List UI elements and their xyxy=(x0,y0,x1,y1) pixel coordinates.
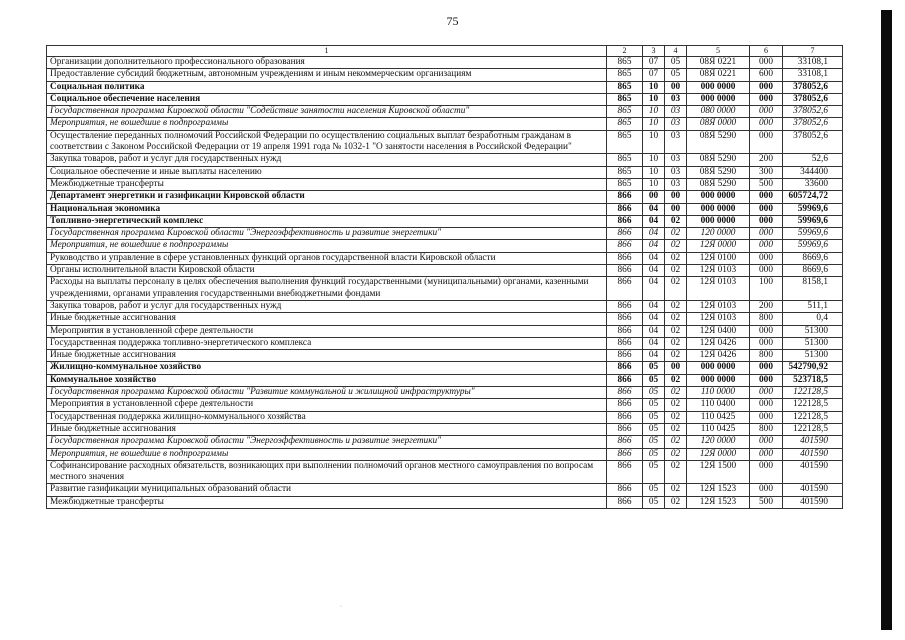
admin-code-cell: 866 xyxy=(607,423,643,435)
amount-cell: 33600 xyxy=(783,178,843,190)
subsection-cell: 03 xyxy=(665,93,687,105)
section-cell: 04 xyxy=(643,240,665,252)
target-article-cell: 110 0000 xyxy=(687,387,750,399)
admin-code-cell: 865 xyxy=(607,106,643,118)
amount-cell: 8158,1 xyxy=(783,277,843,301)
subsection-cell: 02 xyxy=(665,411,687,423)
expense-type-cell: 500 xyxy=(750,496,783,508)
item-name-cell: Мероприятия в установленной сфере деятельности xyxy=(47,399,607,411)
expense-type-cell: 000 xyxy=(750,118,783,130)
scan-edge-bar xyxy=(881,10,892,630)
table-row xyxy=(47,203,843,215)
amount-cell: 59969,6 xyxy=(783,228,843,240)
target-article-cell: 08Я 5290 xyxy=(687,130,750,154)
item-name-cell: Иные бюджетные ассигнования xyxy=(47,313,607,325)
admin-code-cell: 866 xyxy=(607,436,643,448)
expense-type-cell: 200 xyxy=(750,154,783,166)
target-article-cell: 12Я 0103 xyxy=(687,265,750,277)
admin-code-cell: 866 xyxy=(607,399,643,411)
amount-cell: 378052,6 xyxy=(783,93,843,105)
target-article-cell: 000 0000 xyxy=(687,215,750,227)
section-cell: 00 xyxy=(643,191,665,203)
admin-code-cell: 866 xyxy=(607,374,643,386)
target-article-cell: 000 0000 xyxy=(687,374,750,386)
amount-cell: 8669,6 xyxy=(783,252,843,264)
section-cell: 07 xyxy=(643,57,665,69)
expense-type-cell: 000 xyxy=(750,215,783,227)
section-cell: 05 xyxy=(643,436,665,448)
subsection-cell: 02 xyxy=(665,496,687,508)
item-name-cell: Социальное обеспечение населения xyxy=(47,93,607,105)
table-row xyxy=(47,423,843,435)
table-row xyxy=(47,411,843,423)
section-cell: 04 xyxy=(643,252,665,264)
amount-cell: 378052,6 xyxy=(783,118,843,130)
amount-cell: 122128,5 xyxy=(783,387,843,399)
target-article-cell: 12Я 0100 xyxy=(687,252,750,264)
target-article-cell: 08Я 0221 xyxy=(687,69,750,81)
item-name-cell: Социальное обеспечение и иные выплаты населению xyxy=(47,166,607,178)
admin-code-cell: 866 xyxy=(607,337,643,349)
target-article-cell: 110 0400 xyxy=(687,399,750,411)
budget-table xyxy=(46,45,843,509)
section-cell: 04 xyxy=(643,215,665,227)
subsection-cell: 02 xyxy=(665,436,687,448)
amount-cell: 401590 xyxy=(783,460,843,484)
expense-type-cell: 000 xyxy=(750,265,783,277)
expense-type-cell: 800 xyxy=(750,313,783,325)
expense-type-cell: 000 xyxy=(750,228,783,240)
admin-code-cell: 866 xyxy=(607,215,643,227)
target-article-cell: 000 0000 xyxy=(687,203,750,215)
amount-cell: 401590 xyxy=(783,484,843,496)
item-name-cell: Осуществление переданных полномочий Российской Федерации по осуществлению социальных выплат безработным гражданам в соответствии с Законом Российской Федерации от 19 апреля 1991 года № 1032-1 "О занятости населения в Российской Федерации" xyxy=(47,130,607,154)
table-row xyxy=(47,228,843,240)
section-cell: 05 xyxy=(643,362,665,374)
amount-cell: 52,6 xyxy=(783,154,843,166)
subsection-cell: 02 xyxy=(665,423,687,435)
target-article-cell: 120 0000 xyxy=(687,228,750,240)
table-row xyxy=(47,448,843,460)
target-article-cell: 080 0000 xyxy=(687,106,750,118)
amount-cell: 401590 xyxy=(783,436,843,448)
target-article-cell: 000 0000 xyxy=(687,93,750,105)
table-row xyxy=(47,300,843,312)
table-row xyxy=(47,313,843,325)
admin-code-cell: 865 xyxy=(607,166,643,178)
section-cell: 04 xyxy=(643,203,665,215)
target-article-cell: 12Я 1523 xyxy=(687,496,750,508)
target-article-cell: 12Я 0426 xyxy=(687,337,750,349)
amount-cell: 542790,92 xyxy=(783,362,843,374)
target-article-cell: 110 0425 xyxy=(687,411,750,423)
amount-cell: 51300 xyxy=(783,350,843,362)
subsection-cell: 00 xyxy=(665,191,687,203)
subsection-cell: 00 xyxy=(665,81,687,93)
amount-cell: 122128,5 xyxy=(783,423,843,435)
admin-code-cell: 865 xyxy=(607,57,643,69)
subsection-cell: 02 xyxy=(665,300,687,312)
item-name-cell: Мероприятия, не вошедшие в подпрограммы xyxy=(47,448,607,460)
table-row xyxy=(47,252,843,264)
item-name-cell: Государственная поддержка жилищно-коммунального хозяйства xyxy=(47,411,607,423)
subsection-cell: 03 xyxy=(665,166,687,178)
table-row xyxy=(47,337,843,349)
section-cell: 10 xyxy=(643,81,665,93)
table-row xyxy=(47,325,843,337)
admin-code-cell: 865 xyxy=(607,93,643,105)
section-cell: 05 xyxy=(643,374,665,386)
subsection-cell: 03 xyxy=(665,154,687,166)
target-article-cell: 08Я 5290 xyxy=(687,178,750,190)
section-cell: 04 xyxy=(643,300,665,312)
item-name-cell: Софинансирование расходных обязательств, возникающих при выполнении полномочий органов местного самоуправления по вопросам местного значения xyxy=(47,460,607,484)
expense-type-cell: 000 xyxy=(750,362,783,374)
target-article-cell: 000 0000 xyxy=(687,81,750,93)
amount-cell: 59969,6 xyxy=(783,215,843,227)
target-article-cell: 08Я 0000 xyxy=(687,118,750,130)
item-name-cell: Организации дополнительного профессионального образования xyxy=(47,57,607,69)
amount-cell: 59969,6 xyxy=(783,203,843,215)
section-cell: 04 xyxy=(643,265,665,277)
header-cell: 5 xyxy=(687,46,750,57)
item-name-cell: Государственная программа Кировской области "Энергоэффективность и развитие энергетики" xyxy=(47,436,607,448)
table-row xyxy=(47,277,843,301)
item-name-cell: Мероприятия, не вошедшие в подпрограммы xyxy=(47,240,607,252)
item-name-cell: Социальная политика xyxy=(47,81,607,93)
table-row xyxy=(47,387,843,399)
target-article-cell: 12Я 0103 xyxy=(687,300,750,312)
header-row xyxy=(47,46,843,57)
table-row xyxy=(47,191,843,203)
target-article-cell: 110 0425 xyxy=(687,423,750,435)
admin-code-cell: 866 xyxy=(607,240,643,252)
subsection-cell: 02 xyxy=(665,277,687,301)
target-article-cell: 12Я 1500 xyxy=(687,460,750,484)
admin-code-cell: 866 xyxy=(607,191,643,203)
amount-cell: 378052,6 xyxy=(783,130,843,154)
item-name-cell: Государственная программа Кировской области "Энергоэффективность и развитие энергетики" xyxy=(47,228,607,240)
item-name-cell: Межбюджетные трансферты xyxy=(47,496,607,508)
amount-cell: 378052,6 xyxy=(783,81,843,93)
expense-type-cell: 000 xyxy=(750,337,783,349)
table-row xyxy=(47,362,843,374)
admin-code-cell: 866 xyxy=(607,496,643,508)
section-cell: 04 xyxy=(643,337,665,349)
expense-type-cell: 000 xyxy=(750,374,783,386)
admin-code-cell: 866 xyxy=(607,252,643,264)
section-cell: 10 xyxy=(643,178,665,190)
table-row xyxy=(47,106,843,118)
expense-type-cell: 000 xyxy=(750,130,783,154)
expense-type-cell: 000 xyxy=(750,448,783,460)
table-row xyxy=(47,374,843,386)
admin-code-cell: 866 xyxy=(607,300,643,312)
target-article-cell: 120 0000 xyxy=(687,436,750,448)
item-name-cell: Межбюджетные трансферты xyxy=(47,178,607,190)
subsection-cell: 03 xyxy=(665,118,687,130)
subsection-cell: 02 xyxy=(665,228,687,240)
item-name-cell: Закупка товаров, работ и услуг для государственных нужд xyxy=(47,154,607,166)
admin-code-cell: 865 xyxy=(607,118,643,130)
amount-cell: 122128,5 xyxy=(783,399,843,411)
section-cell: 04 xyxy=(643,350,665,362)
amount-cell: 523718,5 xyxy=(783,374,843,386)
item-name-cell: Жилищно-коммунальное хозяйство xyxy=(47,362,607,374)
section-cell: 04 xyxy=(643,325,665,337)
item-name-cell: Государственная программа Кировской области "Развитие коммунальной и жилищной инфраструктуры" xyxy=(47,387,607,399)
header-cell: 2 xyxy=(607,46,643,57)
table-row xyxy=(47,265,843,277)
item-name-cell: Органы исполнительной власти Кировской области xyxy=(47,265,607,277)
item-name-cell: Иные бюджетные ассигнования xyxy=(47,423,607,435)
table-row xyxy=(47,93,843,105)
table-row xyxy=(47,399,843,411)
table-row xyxy=(47,484,843,496)
header-cell: 4 xyxy=(665,46,687,57)
target-article-cell: 12Я 0426 xyxy=(687,350,750,362)
table-row xyxy=(47,57,843,69)
target-article-cell: 12Я 0103 xyxy=(687,313,750,325)
amount-cell: 51300 xyxy=(783,337,843,349)
table-row xyxy=(47,166,843,178)
item-name-cell: Развитие газификации муниципальных образований области xyxy=(47,484,607,496)
item-name-cell: Топливно-энергетический комплекс xyxy=(47,215,607,227)
target-article-cell: 12Я 1523 xyxy=(687,484,750,496)
table-row xyxy=(47,350,843,362)
header-cell: 7 xyxy=(783,46,843,57)
expense-type-cell: 800 xyxy=(750,423,783,435)
item-name-cell: Закупка товаров, работ и услуг для государственных нужд xyxy=(47,300,607,312)
expense-type-cell: 000 xyxy=(750,399,783,411)
table-row xyxy=(47,460,843,484)
subsection-cell: 02 xyxy=(665,337,687,349)
expense-type-cell: 200 xyxy=(750,300,783,312)
admin-code-cell: 866 xyxy=(607,228,643,240)
admin-code-cell: 865 xyxy=(607,178,643,190)
admin-code-cell: 866 xyxy=(607,265,643,277)
table-row xyxy=(47,436,843,448)
table-row xyxy=(47,178,843,190)
expense-type-cell: 000 xyxy=(750,81,783,93)
target-article-cell: 08Я 5290 xyxy=(687,154,750,166)
table-row xyxy=(47,154,843,166)
section-cell: 04 xyxy=(643,277,665,301)
header-cell: 6 xyxy=(750,46,783,57)
section-cell: 05 xyxy=(643,387,665,399)
table-row xyxy=(47,69,843,81)
expense-type-cell: 000 xyxy=(750,106,783,118)
expense-type-cell: 000 xyxy=(750,411,783,423)
expense-type-cell: 000 xyxy=(750,387,783,399)
amount-cell: 33108,1 xyxy=(783,57,843,69)
subsection-cell: 02 xyxy=(665,460,687,484)
amount-cell: 51300 xyxy=(783,325,843,337)
section-cell: 10 xyxy=(643,130,665,154)
amount-cell: 605724,72 xyxy=(783,191,843,203)
subsection-cell: 02 xyxy=(665,484,687,496)
subsection-cell: 02 xyxy=(665,350,687,362)
table-row xyxy=(47,130,843,154)
expense-type-cell: 600 xyxy=(750,69,783,81)
expense-type-cell: 000 xyxy=(750,484,783,496)
expense-type-cell: 000 xyxy=(750,191,783,203)
amount-cell: 8669,6 xyxy=(783,265,843,277)
expense-type-cell: 000 xyxy=(750,203,783,215)
admin-code-cell: 866 xyxy=(607,325,643,337)
subsection-cell: 02 xyxy=(665,448,687,460)
subsection-cell: 02 xyxy=(665,374,687,386)
amount-cell: 344400 xyxy=(783,166,843,178)
item-name-cell: Руководство и управление в сфере установленных функций органов государственной власти Кировской области xyxy=(47,252,607,264)
subsection-cell: 05 xyxy=(665,69,687,81)
admin-code-cell: 866 xyxy=(607,460,643,484)
item-name-cell: Мероприятия, не вошедшие в подпрограммы xyxy=(47,118,607,130)
target-article-cell: 12Я 0000 xyxy=(687,240,750,252)
subsection-cell: 03 xyxy=(665,106,687,118)
expense-type-cell: 800 xyxy=(750,350,783,362)
subsection-cell: 02 xyxy=(665,399,687,411)
target-article-cell: 08Я 5290 xyxy=(687,166,750,178)
admin-code-cell: 865 xyxy=(607,130,643,154)
expense-type-cell: 000 xyxy=(750,252,783,264)
table-row xyxy=(47,118,843,130)
section-cell: 05 xyxy=(643,423,665,435)
item-name-cell: Государственная программа Кировской области "Содействие занятости населения Кировской области" xyxy=(47,106,607,118)
item-name-cell: Расходы на выплаты персоналу в целях обеспечения выполнения функций государственными (муниципальными) органами, казенными учреждениями, органами управления государственными внебюджетными фондами xyxy=(47,277,607,301)
amount-cell: 511,1 xyxy=(783,300,843,312)
target-article-cell: 000 0000 xyxy=(687,362,750,374)
subsection-cell: 03 xyxy=(665,178,687,190)
item-name-cell: Иные бюджетные ассигнования xyxy=(47,350,607,362)
subsection-cell: 02 xyxy=(665,325,687,337)
subsection-cell: 00 xyxy=(665,362,687,374)
section-cell: 05 xyxy=(643,399,665,411)
section-cell: 10 xyxy=(643,118,665,130)
scan-artifact-dot: · xyxy=(340,604,342,610)
amount-cell: 401590 xyxy=(783,496,843,508)
subsection-cell: 02 xyxy=(665,240,687,252)
table-row xyxy=(47,81,843,93)
item-name-cell: Предоставление субсидий бюджетным, автономным учреждениям и иным некоммерческим организациям xyxy=(47,69,607,81)
expense-type-cell: 000 xyxy=(750,436,783,448)
subsection-cell: 02 xyxy=(665,265,687,277)
section-cell: 10 xyxy=(643,106,665,118)
expense-type-cell: 100 xyxy=(750,277,783,301)
target-article-cell: 12Я 0400 xyxy=(687,325,750,337)
subsection-cell: 03 xyxy=(665,130,687,154)
header-cell: 3 xyxy=(643,46,665,57)
admin-code-cell: 866 xyxy=(607,484,643,496)
expense-type-cell: 000 xyxy=(750,460,783,484)
section-cell: 04 xyxy=(643,313,665,325)
section-cell: 05 xyxy=(643,460,665,484)
target-article-cell: 12Я 0103 xyxy=(687,277,750,301)
expense-type-cell: 000 xyxy=(750,240,783,252)
admin-code-cell: 866 xyxy=(607,387,643,399)
expense-type-cell: 500 xyxy=(750,178,783,190)
section-cell: 10 xyxy=(643,93,665,105)
section-cell: 05 xyxy=(643,448,665,460)
header-cell: 1 xyxy=(47,46,607,57)
section-cell: 07 xyxy=(643,69,665,81)
section-cell: 05 xyxy=(643,411,665,423)
subsection-cell: 02 xyxy=(665,387,687,399)
admin-code-cell: 866 xyxy=(607,203,643,215)
subsection-cell: 02 xyxy=(665,215,687,227)
admin-code-cell: 866 xyxy=(607,350,643,362)
expense-type-cell: 000 xyxy=(750,57,783,69)
admin-code-cell: 866 xyxy=(607,313,643,325)
amount-cell: 122128,5 xyxy=(783,411,843,423)
section-cell: 10 xyxy=(643,166,665,178)
subsection-cell: 02 xyxy=(665,313,687,325)
admin-code-cell: 866 xyxy=(607,277,643,301)
target-article-cell: 08Я 0221 xyxy=(687,57,750,69)
subsection-cell: 05 xyxy=(665,57,687,69)
item-name-cell: Государственная поддержка топливно-энергетического комплекса xyxy=(47,337,607,349)
item-name-cell: Мероприятия в установленной сфере деятельности xyxy=(47,325,607,337)
admin-code-cell: 866 xyxy=(607,411,643,423)
table-row xyxy=(47,496,843,508)
table-row xyxy=(47,240,843,252)
item-name-cell: Коммунальное хозяйство xyxy=(47,374,607,386)
amount-cell: 378052,6 xyxy=(783,106,843,118)
amount-cell: 0,4 xyxy=(783,313,843,325)
expense-type-cell: 000 xyxy=(750,93,783,105)
table-row xyxy=(47,215,843,227)
subsection-cell: 00 xyxy=(665,203,687,215)
expense-type-cell: 300 xyxy=(750,166,783,178)
item-name-cell: Департамент энергетики и газификации Кировской области xyxy=(47,191,607,203)
admin-code-cell: 865 xyxy=(607,81,643,93)
amount-cell: 401590 xyxy=(783,448,843,460)
page-number: 75 xyxy=(446,14,459,28)
admin-code-cell: 865 xyxy=(607,154,643,166)
item-name-cell: Национальная экономика xyxy=(47,203,607,215)
section-cell: 10 xyxy=(643,154,665,166)
target-article-cell: 000 0000 xyxy=(687,191,750,203)
section-cell: 05 xyxy=(643,484,665,496)
subsection-cell: 02 xyxy=(665,252,687,264)
amount-cell: 59969,6 xyxy=(783,240,843,252)
admin-code-cell: 866 xyxy=(607,362,643,374)
section-cell: 05 xyxy=(643,496,665,508)
expense-type-cell: 000 xyxy=(750,325,783,337)
admin-code-cell: 866 xyxy=(607,448,643,460)
amount-cell: 33108,1 xyxy=(783,69,843,81)
target-article-cell: 12Я 0000 xyxy=(687,448,750,460)
admin-code-cell: 865 xyxy=(607,69,643,81)
section-cell: 04 xyxy=(643,228,665,240)
